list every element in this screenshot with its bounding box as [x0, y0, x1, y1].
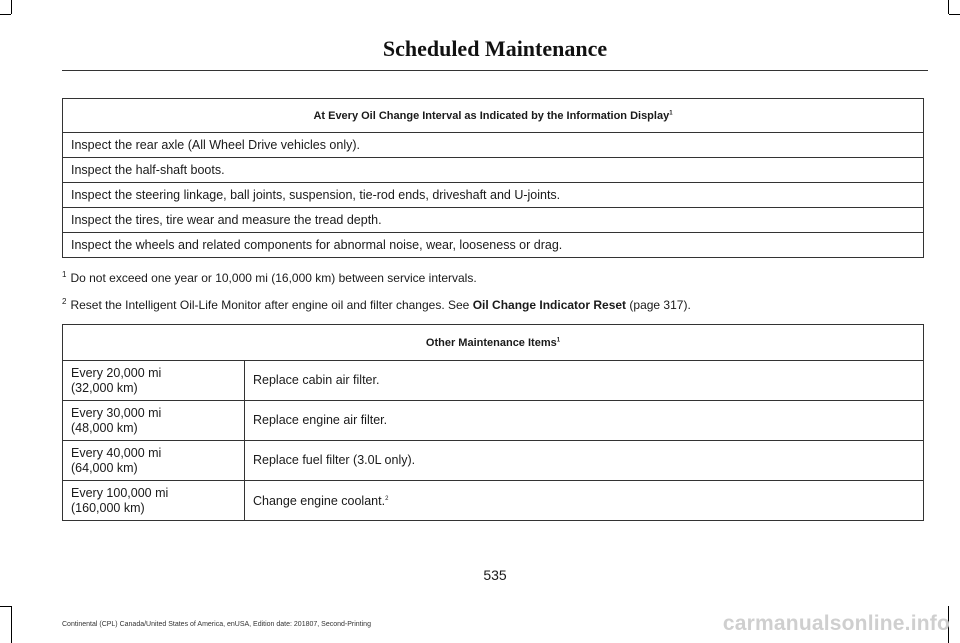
table-header: Other Maintenance Items$^1$: [63, 325, 924, 361]
table-header: At Every Oil Change Interval as Indicated by the Information Display$^1$: [63, 99, 924, 133]
edition-info: Continental (CPL) Canada/United States of America, enUSA, Edition date: 201807, Second-Printing: [62, 621, 371, 628]
footnote-2: $^2$ Reset the Intelligent Oil-Life Monitor after engine oil and filter changes. See Oil Change Indicator Reset (page 317).: [62, 297, 691, 312]
table-row: Inspect the tires, tire wear and measure the tread depth.: [63, 208, 924, 233]
interval-cell: Every 20,000 mi (32,000 km): [63, 361, 245, 401]
crop-mark-top-right-h: [949, 14, 960, 15]
interval-cell: Every 100,000 mi (160,000 km): [63, 481, 245, 521]
table-row: [63, 401, 924, 441]
interval-cell: Every 30,000 mi (48,000 km): [63, 401, 245, 441]
crop-mark-bottom-left-v: [11, 606, 12, 643]
page-title: Scheduled Maintenance: [382, 36, 608, 61]
other-maintenance-table: [62, 324, 924, 521]
footnote-ref: 1: [556, 336, 561, 343]
page-number: 535: [483, 567, 507, 583]
table-row: Inspect the steering linkage, ball joints, suspension, tie-rod ends, driveshaft and U-joints.: [63, 183, 924, 208]
cross-reference-link[interactable]: Oil Change Indicator Reset: [472, 298, 627, 312]
crop-mark-bottom-left-h: [0, 606, 11, 607]
interval-cell: Every 40,000 mi (64,000 km): [63, 441, 245, 481]
action-cell: Change engine coolant.$^2$: [245, 481, 924, 521]
action-cell: Replace engine air filter.: [245, 401, 924, 441]
table-row: [63, 481, 924, 521]
table-row: Inspect the half-shaft boots.: [63, 158, 924, 183]
footnotes: [62, 263, 691, 317]
footnote-1: $^1$ Do not exceed one year or 10,000 mi (16,000 km) between service intervals.: [62, 270, 477, 285]
table-row: [63, 361, 924, 401]
crop-mark-top-left-v: [11, 0, 12, 14]
action-cell: Replace cabin air filter.: [245, 361, 924, 401]
oil-change-interval-table: [62, 98, 924, 258]
table-row: Inspect the rear axle (All Wheel Drive vehicles only).: [63, 133, 924, 158]
table-row: [63, 441, 924, 481]
footnote-ref: 1: [669, 109, 673, 116]
action-cell: Replace fuel filter (3.0L only).: [245, 441, 924, 481]
crop-mark-top-left-h: [0, 14, 11, 15]
title-divider: [62, 70, 928, 71]
table-row: Inspect the wheels and related components for abnormal noise, wear, looseness or drag.: [63, 233, 924, 258]
watermark: carmanualsonline.info: [722, 612, 950, 635]
crop-mark-top-right-v: [948, 0, 949, 14]
footnote-ref: 2: [385, 495, 389, 502]
